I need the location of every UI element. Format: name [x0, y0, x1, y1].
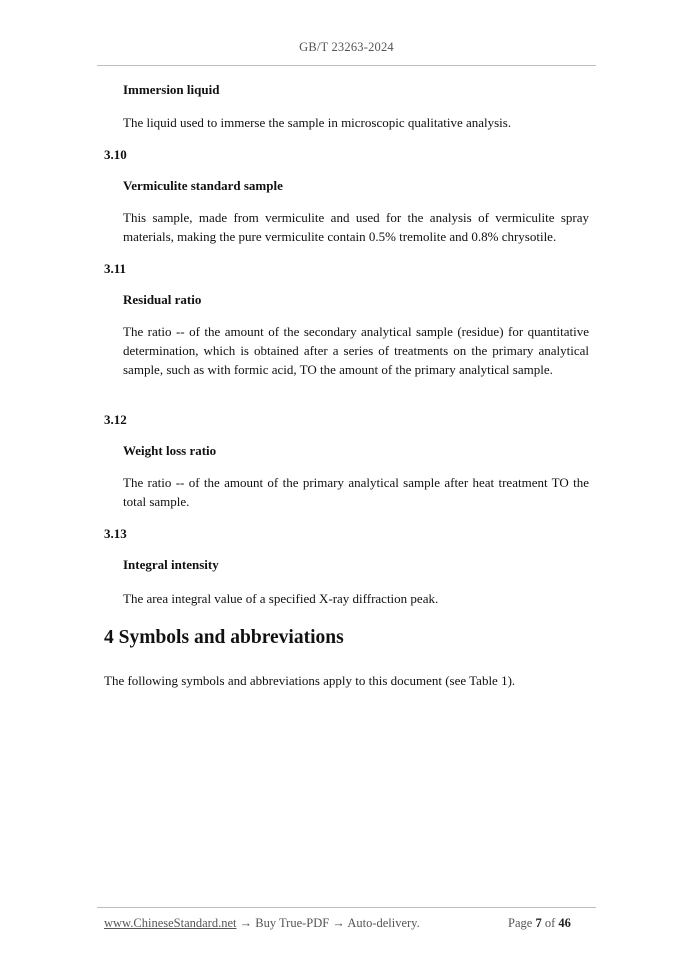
- clause-number-3-13: 3.13: [104, 526, 127, 541]
- page-total: 46: [558, 916, 571, 930]
- page-indicator: [508, 916, 571, 931]
- term-integral-intensity: Integral intensity: [123, 557, 219, 572]
- of-label: of: [544, 916, 556, 930]
- page-current: 7: [535, 916, 542, 930]
- arrow-right-icon: →: [239, 916, 253, 930]
- definition-immersion-liquid: The liquid used to immerse the sample in microscopic qualitative analysis.: [123, 115, 512, 130]
- footer-divider: [97, 907, 596, 908]
- definition-weight-loss-ratio: The ratio -- of the amount of the primary analytical sample after heat treatment TO the total sample.: [123, 475, 589, 509]
- footer-promo: [104, 916, 420, 931]
- term-immersion-liquid: Immersion liquid: [123, 82, 220, 97]
- arrow-right-icon: →: [332, 916, 345, 930]
- term-weight-loss-ratio: Weight loss ratio: [123, 443, 217, 458]
- buy-true-pdf-text: Buy True-PDF: [255, 916, 330, 930]
- section-intro-text: The following symbols and abbreviations apply to this document (see Table 1).: [104, 673, 516, 688]
- page-header: [0, 40, 693, 55]
- clause-number-3-11: 3.11: [104, 261, 127, 276]
- header-divider: [97, 65, 596, 66]
- definition-integral-intensity: The area integral value of a specified X-ray diffraction peak.: [123, 591, 439, 606]
- auto-delivery-text: Auto-delivery.: [347, 916, 420, 930]
- clause-number-3-12: 3.12: [104, 412, 127, 427]
- site-link[interactable]: www.ChineseStandard.net: [104, 916, 237, 930]
- section-heading-symbols-abbreviations: 4 Symbols and abbreviations: [104, 627, 344, 648]
- definition-residual-ratio: The ratio -- of the amount of the secondary analytical sample (residue) for quantitative determination, which is obtained after a series of treatments on the primary analytical sample, such as with formic acid, TO the amount of the primary analytical sample.: [123, 324, 589, 377]
- term-residual-ratio: Residual ratio: [123, 292, 202, 307]
- term-vermiculite-standard-sample: Vermiculite standard sample: [123, 178, 283, 193]
- document-number: GB/T 23263-2024: [299, 40, 394, 54]
- page-label: Page: [508, 916, 533, 930]
- clause-number-3-10: 3.10: [104, 147, 127, 162]
- definition-vermiculite-standard-sample: This sample, made from vermiculite and used for the analysis of vermiculite spray materials, making the pure vermiculite contain 0.5% tremolite and 0.8% chrysotile.: [123, 210, 589, 244]
